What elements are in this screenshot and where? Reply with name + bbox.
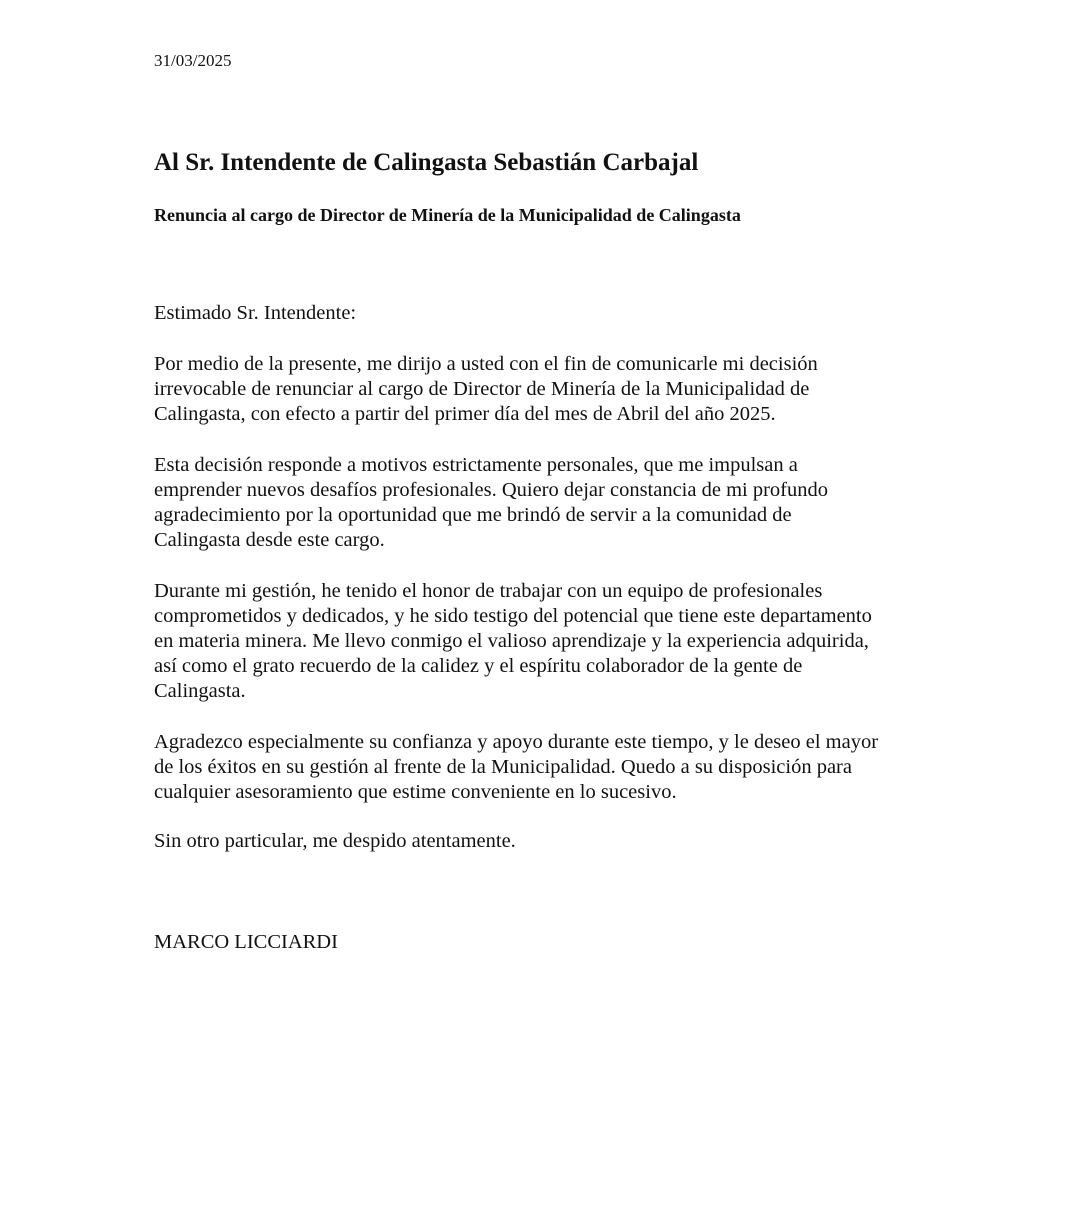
paragraph-line: así como el grato recuerdo de la calidez y el espíritu colaborador de la gente de	[154, 655, 803, 677]
paragraph-line: Agradezco especialmente su confianza y apoyo durante este tiempo, y le deseo el mayor	[154, 731, 879, 753]
letter-paragraph-3	[154, 579, 872, 704]
paragraph-line: irrevocable de renunciar al cargo de Director de Minería de la Municipalidad de	[154, 378, 810, 400]
paragraph-line: emprender nuevos desafíos profesionales. Quiero dejar constancia de mi profundo	[154, 479, 828, 501]
paragraph-line: Calingasta.	[154, 680, 246, 702]
letter-closing: Sin otro particular, me despido atentamente.	[154, 830, 516, 852]
paragraph-line: Durante mi gestión, he tenido el honor de trabajar con un equipo de profesionales	[154, 580, 823, 602]
paragraph-line: Calingasta, con efecto a partir del primer día del mes de Abril del año 2025.	[154, 403, 776, 425]
paragraph-line: comprometidos y dedicados, y he sido testigo del potencial que tiene este departamento	[154, 605, 872, 627]
paragraph-line: Por medio de la presente, me dirijo a usted con el fin de comunicarle mi decisión	[154, 353, 818, 375]
paragraph-line: de los éxitos en su gestión al frente de la Municipalidad. Quedo a su disposición para	[154, 756, 852, 778]
letter-addressee: Al Sr. Intendente de Calingasta Sebastián Carbajal	[154, 149, 699, 176]
paragraph-line: agradecimiento por la oportunidad que me brindó de servir a la comunidad de	[154, 504, 792, 526]
letter-subject: Renuncia al cargo de Director de Minería de la Municipalidad de Calingasta	[154, 205, 741, 225]
letter-signature: MARCO LICCIARDI	[154, 931, 338, 953]
letter-date: 31/03/2025	[154, 51, 232, 70]
paragraph-line: cualquier asesoramiento que estime conveniente en lo sucesivo.	[154, 781, 677, 803]
letter-paragraph-4	[154, 730, 878, 805]
letter-paragraph-2	[154, 453, 828, 553]
paragraph-line: Calingasta desde este cargo.	[154, 529, 385, 551]
paragraph-line: en materia minera. Me llevo conmigo el valioso aprendizaje y la experiencia adquirida,	[154, 630, 869, 652]
letter-paragraph-1	[154, 352, 818, 427]
paragraph-line: Esta decisión responde a motivos estrictamente personales, que me impulsan a	[154, 454, 798, 476]
letter-greeting: Estimado Sr. Intendente:	[154, 302, 357, 324]
